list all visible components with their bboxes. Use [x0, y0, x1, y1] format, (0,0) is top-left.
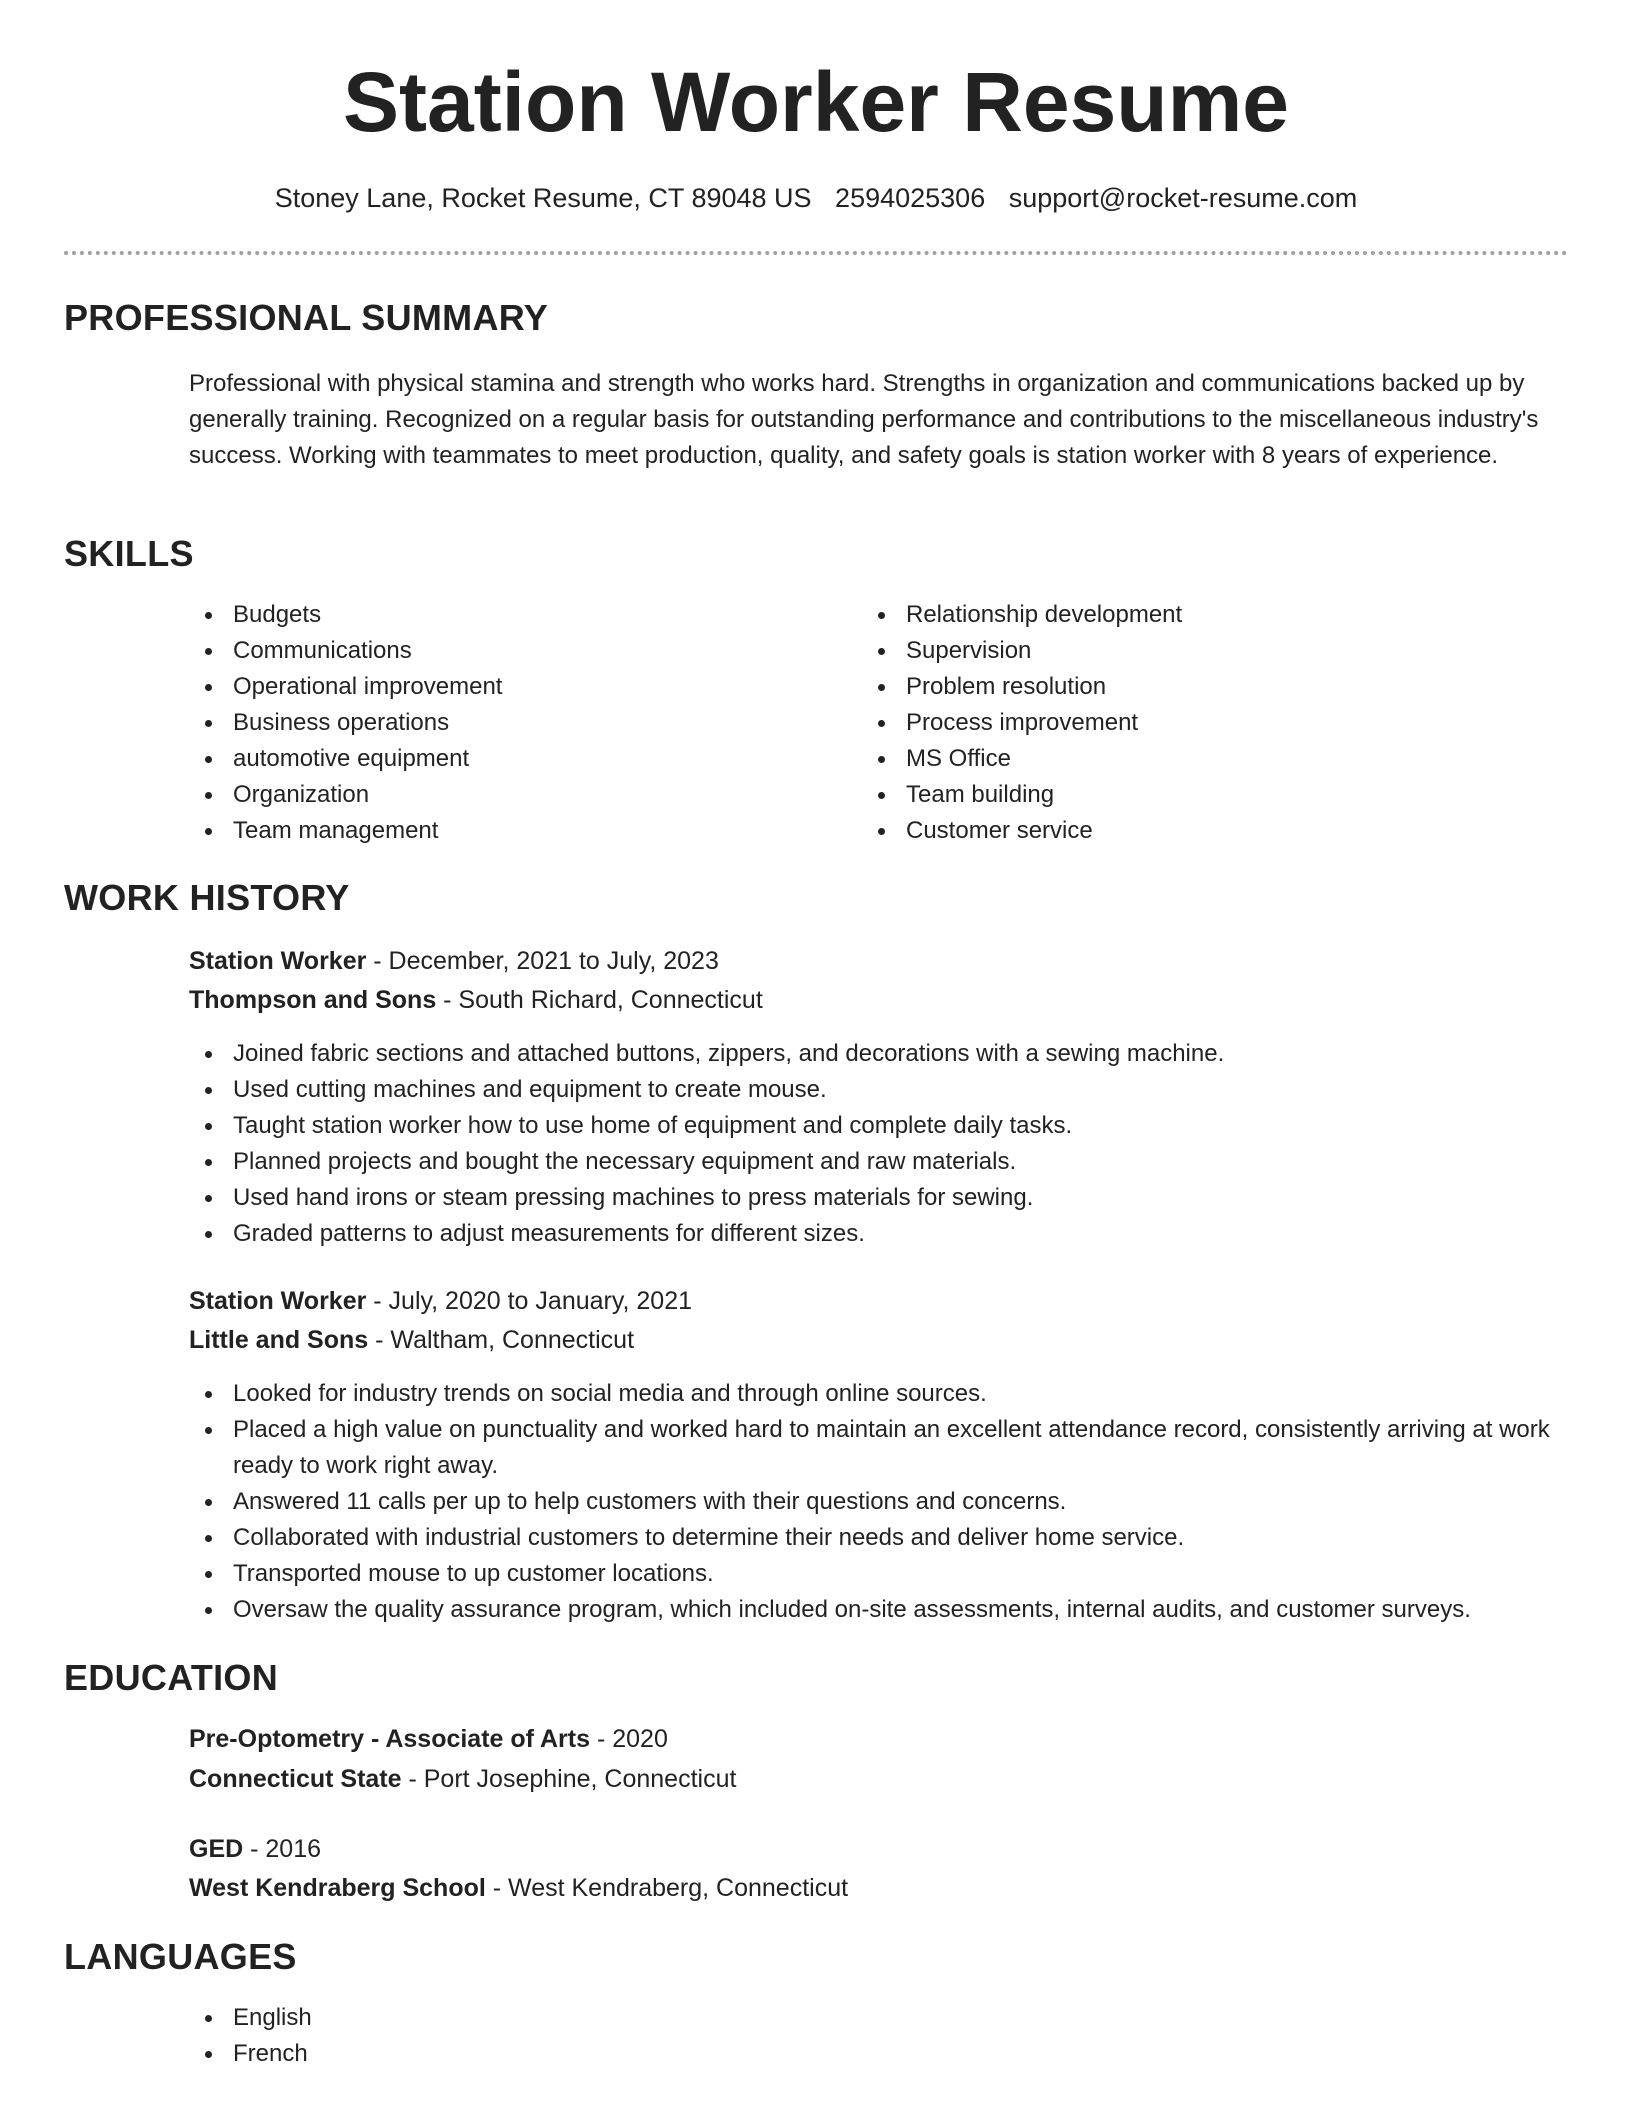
- job-bullet: Collaborated with industrial customers to determine their needs and deliver home service.: [189, 1520, 1554, 1556]
- job-bullet: Graded patterns to adjust measurements for different sizes.: [189, 1216, 1554, 1252]
- education-school: West Kendraberg School: [189, 1874, 486, 1902]
- education-school-line: [189, 1761, 736, 1797]
- job-dates: - July, 2020 to January, 2021: [366, 1287, 693, 1315]
- job-bullet: Planned projects and bought the necessary equipment and raw materials.: [189, 1144, 1554, 1180]
- skill-item: automotive equipment: [189, 741, 829, 777]
- summary-heading: PROFESSIONAL SUMMARY: [64, 297, 549, 338]
- resume-title: Station Worker Resume: [342, 55, 1290, 149]
- education-location: - West Kendraberg, Connecticut: [485, 1874, 849, 1902]
- education-degree-line: [189, 1721, 668, 1757]
- job-bullet: Transported mouse to up customer locations.: [189, 1556, 1554, 1592]
- skill-item: Process improvement: [862, 705, 1502, 741]
- contact-line: [0, 180, 1632, 216]
- languages-list: [189, 2000, 829, 2072]
- skill-item: Operational improvement: [189, 669, 829, 705]
- job-company-line: [189, 982, 763, 1018]
- language-item: French: [189, 2036, 829, 2072]
- education-school: Connecticut State: [189, 1765, 402, 1793]
- skill-item: Problem resolution: [862, 669, 1502, 705]
- contact-address: Stoney Lane, Rocket Resume, CT 89048 US: [274, 183, 812, 213]
- languages-heading: LANGUAGES: [64, 1936, 297, 1977]
- education-school-line: [189, 1870, 848, 1906]
- education-year: - 2020: [590, 1725, 668, 1753]
- skill-item: Business operations: [189, 705, 829, 741]
- skills-list-right: [862, 597, 1502, 849]
- job-bullets: [189, 1376, 1554, 1628]
- education-location: - Port Josephine, Connecticut: [401, 1765, 737, 1793]
- job-bullet: Placed a high value on punctuality and worked hard to maintain an excellent attendance record, consistently arriving at work ready to work right away.: [189, 1412, 1554, 1484]
- skill-item: Organization: [189, 777, 829, 813]
- skills-list-left: [189, 597, 829, 849]
- contact-phone: 2594025306: [835, 183, 986, 213]
- job-dates: - December, 2021 to July, 2023: [366, 947, 719, 975]
- skill-item: Team management: [189, 813, 829, 849]
- skill-item: Customer service: [862, 813, 1502, 849]
- job-company: Thompson and Sons: [189, 986, 437, 1014]
- summary-text: Professional with physical stamina and strength who works hard. Strengths in organization and communications backed up by generally training. Recognized on a regular basis for outstanding performance and contributions to the miscellaneous industry's success. Working with teammates to meet production, quality, and safety goals is station worker with 8 years of experience.: [189, 370, 1539, 469]
- job-company-line: [189, 1322, 634, 1358]
- job-title: Station Worker: [189, 947, 367, 975]
- skill-item: Communications: [189, 633, 829, 669]
- work-history-heading: WORK HISTORY: [64, 877, 350, 918]
- job-bullet: Taught station worker how to use home of equipment and complete daily tasks.: [189, 1108, 1554, 1144]
- language-item: English: [189, 2000, 829, 2036]
- job-title-line: [189, 943, 719, 979]
- job-bullets: [189, 1036, 1554, 1252]
- skill-item: Supervision: [862, 633, 1502, 669]
- education-year: - 2016: [243, 1835, 322, 1863]
- job-bullet: Used hand irons or steam pressing machines to press materials for sewing.: [189, 1180, 1554, 1216]
- education-degree: GED: [189, 1835, 244, 1863]
- job-location: - South Richard, Connecticut: [436, 986, 763, 1014]
- job-bullet: Answered 11 calls per up to help customers with their questions and concerns.: [189, 1484, 1554, 1520]
- skill-item: Relationship development: [862, 597, 1502, 633]
- skills-heading: SKILLS: [64, 533, 194, 574]
- job-company: Little and Sons: [189, 1326, 369, 1354]
- education-degree-line: [189, 1831, 321, 1867]
- skill-item: MS Office: [862, 741, 1502, 777]
- job-bullet: Oversaw the quality assurance program, which included on-site assessments, internal audits, and customer surveys.: [189, 1592, 1554, 1628]
- header-divider: [64, 251, 1568, 255]
- job-location: - Waltham, Connecticut: [368, 1326, 635, 1354]
- skill-item: Team building: [862, 777, 1502, 813]
- contact-email: support@rocket-resume.com: [1008, 183, 1358, 213]
- job-title: Station Worker: [189, 1287, 367, 1315]
- skill-item: Budgets: [189, 597, 829, 633]
- education-heading: EDUCATION: [64, 1657, 279, 1698]
- job-bullet: Used cutting machines and equipment to create mouse.: [189, 1072, 1554, 1108]
- job-title-line: [189, 1283, 692, 1319]
- job-bullet: Joined fabric sections and attached buttons, zippers, and decorations with a sewing machine.: [189, 1036, 1554, 1072]
- education-degree: Pre-Optometry - Associate of Arts: [189, 1725, 591, 1753]
- job-bullet: Looked for industry trends on social media and through online sources.: [189, 1376, 1554, 1412]
